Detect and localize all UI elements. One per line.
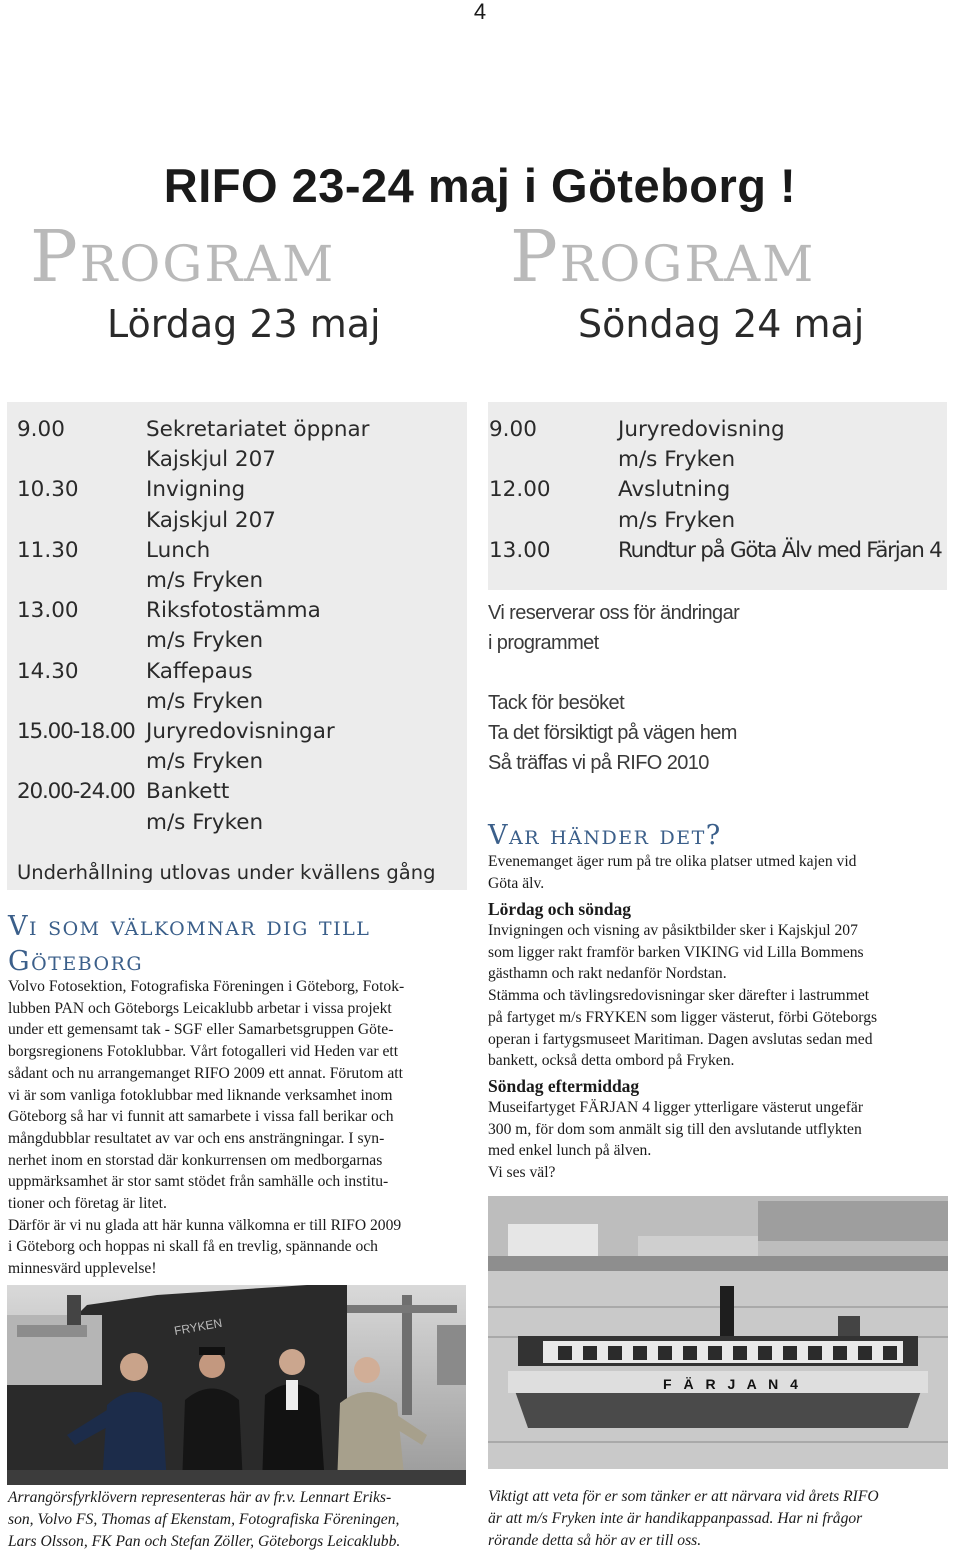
schedule-row: m/s Fryken: [146, 809, 264, 835]
sunday-program-heading: Program: [510, 215, 816, 298]
ferry-name: F Ä R J A N 4: [663, 1376, 802, 1392]
saturday-schedule-box: [7, 402, 467, 890]
schedule-row: 20.00-24.00 Bankett: [17, 779, 230, 805]
schedule-row: Kajskjul 207: [146, 447, 276, 473]
schedule-row: m/s Fryken: [146, 568, 264, 594]
schedule-row: m/s Fryken: [618, 507, 736, 533]
weekend-body: Invigningen och visning av påsiktbilder sker i Kajskjul 207 som ligger rakt framför barken VIKING vid Lilla Bommens gästhamn och rakt nedanför Nordstan. Stämma och tävlingsredovisningar sker därefter i lastrummet på fartyget m/s FRYKEN som ligger västerut, förbi Göteborgs operan i fartygsmuseet Maritiman. Dagen avslutas sedan med bankett, också detta ombord på Fryken.: [488, 922, 878, 1070]
where-heading: Var händer det?: [488, 820, 722, 851]
where-intro: Evenemanget äger rum på tre olika platser utmed kajen vid Göta älv.: [488, 853, 857, 892]
schedule-row: 11.30 Lunch: [17, 537, 211, 563]
welcome-body: Volvo Fotosektion, Fotografiska Föreningen i Göteborg, Fotok- lubben PAN och Göteborgs Leicaklubb arbetar i vissa projekt under ett gemensamt tak - SGF eller Samarbetsgruppen Göte- borgsregionens Fotoklubbar. Vårt fotogalleri vid Heden var ett sådant och nu arrangemanget RIFO 2009 ett annat. Förutom att vi är som vanliga fotoklubbar med liknande verksamhet inom Göteborg så har vi funnit att samarbete i vissa fall berikar och mångdubblar resultatet av var och ens ansträngningar. I syn- nerhet inom en storstad där konkurrensen om medborgarnas uppmärksamhet är stor samt stödet från samhälle och institu- tioner och företag är litet. Därför är vi nu glada att här kunna välkomna er till RIFO 2009 i Göteborg och hoppas ni skall få en trevlig, spännande och minnesvärd upplevelse!: [8, 978, 405, 1278]
page-number: 4: [473, 0, 487, 24]
saturday-schedule: [17, 415, 370, 838]
afternoon-heading: Söndag eftermiddag: [488, 1076, 640, 1096]
schedule-row: m/s Fryken: [146, 628, 264, 654]
schedule-row: 9.00 Sekretariatet öppnar: [17, 417, 370, 442]
saturday-date: Lördag 23 maj: [107, 302, 381, 346]
saturday-note: Underhållning utlovas under kvällens gång: [17, 861, 436, 884]
accessibility-caption: Viktigt att veta för er som tänker er att närvara vid årets RIFO är att m/s Fryken inte är handikappanpassad. Har ni frågor rörande detta så hör av er till oss.: [488, 1488, 879, 1549]
welcome-heading-line1: Vi som välkomnar dig till: [8, 911, 371, 942]
farewell-note: Tack för besöket Ta det försiktigt på vägen hem Så träffas vi på RIFO 2010: [488, 692, 737, 774]
sunday-schedule: [489, 415, 942, 566]
schedule-row: 15.00-18.00 Juryredovisningar: [17, 719, 335, 745]
schedule-row: 14.30 Kaffepaus: [17, 658, 253, 684]
afternoon-body: Museifartyget FÄRJAN 4 ligger ytterligare västerut ungefär 300 m, för dom som anmält sig till den avslutande utflykten med enkel lunch på älven. Vi ses väl?: [488, 1099, 864, 1182]
welcome-heading-line2: Göteborg: [8, 946, 144, 977]
schedule-row: 12.00 Avslutning: [489, 477, 731, 503]
saturday-program-heading: Program: [30, 215, 336, 298]
organizers-photo: [7, 1285, 466, 1485]
schedule-row: m/s Fryken: [146, 688, 264, 714]
ferry-photo: [488, 1196, 948, 1469]
weekend-heading: Lördag och söndag: [488, 899, 631, 919]
sunday-schedule-box: [488, 402, 947, 590]
organizers-illustration: [7, 1285, 466, 1485]
schedule-row: 10.30 Invigning: [17, 477, 246, 503]
reservation-note: Vi reserverar oss för ändringar i programmet: [488, 602, 740, 654]
schedule-row: m/s Fryken: [618, 447, 736, 473]
schedule-row: Kajskjul 207: [146, 507, 276, 533]
ship-hull-text: FRYKEN: [173, 1315, 224, 1338]
schedule-row: 13.00 Rundtur på Göta Älv med Färjan 4: [489, 537, 942, 563]
ferry-illustration: [488, 1196, 948, 1469]
sunday-date: Söndag 24 maj: [578, 302, 865, 346]
schedule-row: m/s Fryken: [146, 749, 264, 775]
schedule-row: 13.00 Riksfotostämma: [17, 598, 321, 624]
organizers-caption: Arrangörsfyrklövern representeras här av fr.v. Lennart Eriks- son, Volvo FS, Thomas af Ekenstam, Fotografiska Föreningen, Lars Olsson, FK Pan och Stefan Zöller, Göteborgs Leicaklubb.: [8, 1489, 401, 1550]
page-title: RIFO 23-24 maj i Göteborg !: [163, 159, 797, 212]
schedule-row: 9.00 Juryredovisning: [489, 417, 785, 442]
